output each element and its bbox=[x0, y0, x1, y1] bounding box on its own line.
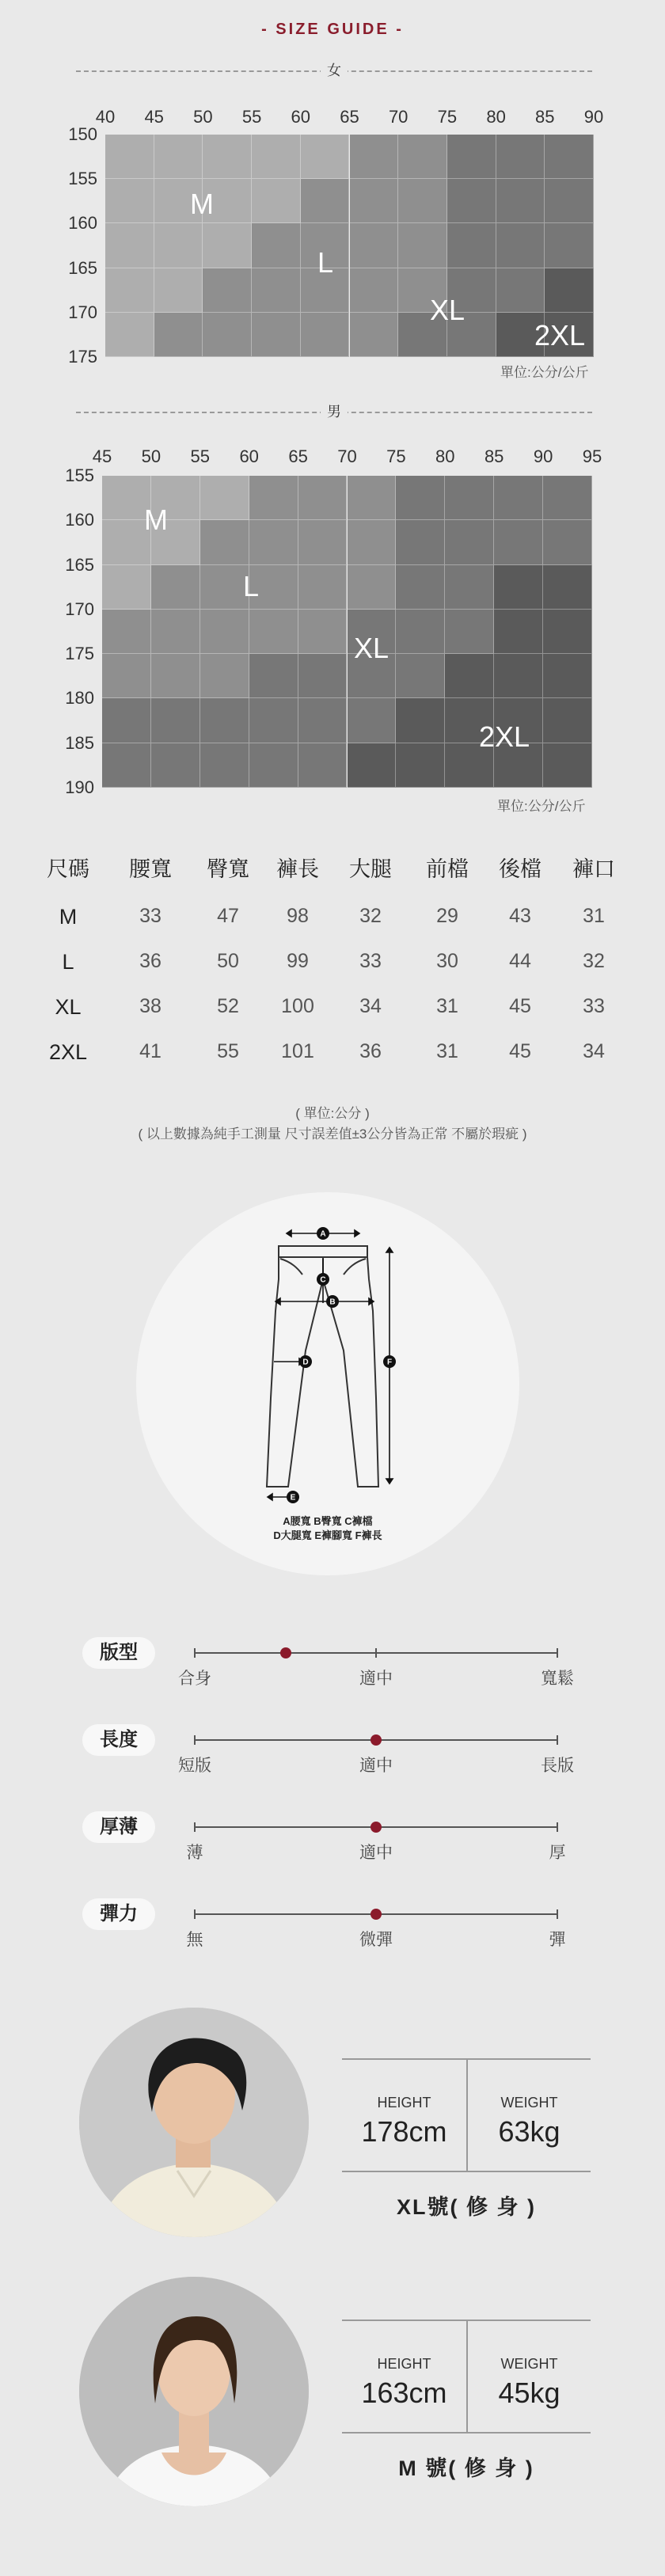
chart-cell bbox=[396, 476, 445, 520]
y-tick-label: 155 bbox=[68, 169, 97, 189]
chart-cell bbox=[252, 135, 301, 179]
attribute-level-dot bbox=[370, 1909, 382, 1920]
size-name-cell: M bbox=[59, 905, 78, 929]
attribute-tick bbox=[375, 1648, 377, 1658]
chart-cell bbox=[200, 698, 249, 743]
y-tick-label: 165 bbox=[65, 554, 94, 575]
weight-caption: WEIGHT bbox=[500, 2095, 558, 2111]
chart-cell bbox=[105, 179, 154, 223]
size-zone-label: 2XL bbox=[534, 319, 586, 351]
chart-cell bbox=[496, 135, 545, 179]
page-title: - SIZE GUIDE - bbox=[261, 21, 404, 38]
chart-cell bbox=[543, 565, 592, 610]
chart-cell bbox=[543, 610, 592, 654]
x-tick-label: 60 bbox=[239, 446, 259, 466]
chart-cell bbox=[298, 654, 348, 698]
x-tick-label: 75 bbox=[386, 446, 406, 466]
y-tick-label: 170 bbox=[65, 598, 94, 619]
chart-cell bbox=[348, 698, 397, 743]
chart-cell bbox=[447, 179, 496, 223]
chart-cell bbox=[252, 268, 301, 313]
y-tick-label: 160 bbox=[65, 510, 94, 530]
chart-cell bbox=[496, 268, 545, 313]
size-zone-label: L bbox=[242, 570, 260, 602]
x-tick-label: 85 bbox=[484, 446, 504, 466]
attribute-scale-label: 短版 bbox=[178, 1757, 211, 1775]
women-size-chart bbox=[105, 135, 594, 357]
table-cell: 36 bbox=[139, 950, 162, 972]
weight-value: 45kg bbox=[498, 2377, 560, 2409]
chart-cell bbox=[543, 654, 592, 698]
marker-letter: D bbox=[302, 1358, 309, 1367]
measurement-marker bbox=[299, 1355, 312, 1368]
model-1-stats bbox=[342, 2058, 591, 2172]
chart-cell bbox=[298, 698, 348, 743]
attribute-scale-label: 無 bbox=[186, 1931, 203, 1949]
y-tick-label: 190 bbox=[65, 777, 94, 797]
table-cell: 33 bbox=[359, 950, 382, 972]
x-tick-label: 55 bbox=[190, 446, 211, 466]
table-header-cell: 腰寬 bbox=[129, 857, 172, 881]
chart-cell bbox=[298, 565, 348, 610]
chart-cell bbox=[102, 610, 151, 654]
table-header-cell: 尺碼 bbox=[47, 857, 89, 881]
table-cell: 34 bbox=[583, 1040, 605, 1062]
chart-cell bbox=[105, 223, 154, 268]
pants-outline-icon bbox=[136, 1192, 519, 1575]
chart-cell bbox=[249, 743, 298, 788]
table-cell: 34 bbox=[359, 995, 382, 1017]
x-tick-label: 50 bbox=[141, 446, 162, 466]
size-name-cell: XL bbox=[55, 995, 82, 1019]
attribute-level-dot bbox=[370, 1822, 382, 1833]
chart-cell bbox=[249, 698, 298, 743]
y-tick-label: 185 bbox=[65, 732, 94, 753]
chart-cell bbox=[298, 743, 348, 788]
chart-cell bbox=[543, 743, 592, 788]
table-cell: 44 bbox=[509, 950, 531, 972]
y-tick-label: 165 bbox=[68, 257, 97, 278]
attribute-tick bbox=[557, 1909, 558, 1919]
attribute-tick bbox=[557, 1648, 558, 1658]
chart-cell bbox=[447, 223, 496, 268]
chart-cell bbox=[545, 223, 594, 268]
measurement-marker bbox=[287, 1491, 299, 1503]
men-size-chart bbox=[102, 476, 592, 788]
chart-cell bbox=[396, 743, 445, 788]
table-cell: 50 bbox=[217, 950, 239, 972]
chart-cell bbox=[396, 698, 445, 743]
men-label: 男 bbox=[321, 403, 348, 420]
size-name-cell: L bbox=[62, 950, 74, 974]
model-2-stats bbox=[342, 2320, 591, 2434]
marker-letter: A bbox=[320, 1229, 326, 1239]
table-cell: 100 bbox=[281, 995, 314, 1017]
table-cell: 31 bbox=[436, 1040, 458, 1062]
table-disclaimer: ( 以上數據為純手工測量 尺寸誤差值±3公分皆為正常 不屬於瑕疵 ) bbox=[138, 1127, 527, 1142]
size-zone-label: 2XL bbox=[478, 720, 530, 753]
chart-cell bbox=[154, 135, 203, 179]
marker-letter: C bbox=[320, 1275, 326, 1285]
chart-cell bbox=[445, 565, 494, 610]
marker-letter: F bbox=[386, 1358, 393, 1367]
model-2-size: M 號( 修 身 ) bbox=[398, 2456, 534, 2480]
table-cell: 99 bbox=[287, 950, 309, 972]
chart-cell bbox=[105, 135, 154, 179]
measurement-marker bbox=[383, 1355, 396, 1368]
women-divider bbox=[76, 62, 592, 79]
attribute-name-pill: 長度 bbox=[82, 1724, 155, 1756]
measurement-marker bbox=[317, 1273, 329, 1286]
chart-cell bbox=[348, 743, 397, 788]
attribute-scale-label: 厚 bbox=[549, 1844, 566, 1862]
weight-value: 63kg bbox=[498, 2115, 560, 2148]
y-tick-label: 150 bbox=[68, 124, 97, 144]
chart-cell bbox=[494, 565, 543, 610]
table-cell: 45 bbox=[509, 995, 531, 1017]
chart-cell bbox=[445, 654, 494, 698]
chart-cell bbox=[398, 135, 447, 179]
y-tick-label: 155 bbox=[65, 465, 94, 485]
chart-cell bbox=[151, 565, 200, 610]
measurement-marker bbox=[317, 1227, 329, 1240]
attribute-tick bbox=[557, 1735, 558, 1745]
attribute-level-dot bbox=[370, 1734, 382, 1746]
table-cell: 30 bbox=[436, 950, 458, 972]
attribute-scale-label: 適中 bbox=[359, 1670, 393, 1688]
attribute-scale-label: 適中 bbox=[359, 1757, 393, 1775]
table-cell: 45 bbox=[509, 1040, 531, 1062]
chart-cell bbox=[249, 476, 298, 520]
attribute-scale-label: 合身 bbox=[178, 1670, 211, 1688]
chart-cell bbox=[200, 654, 249, 698]
attribute-level-dot bbox=[280, 1647, 291, 1658]
x-tick-label: 80 bbox=[486, 107, 506, 127]
x-tick-label: 60 bbox=[291, 107, 311, 127]
diagram-legend-2: D大腿寬 E褲腳寬 F褲長 bbox=[273, 1529, 382, 1541]
attribute-name-pill: 彈力 bbox=[82, 1898, 155, 1930]
chart-cell bbox=[543, 476, 592, 520]
attribute-scale-label: 彈 bbox=[549, 1931, 566, 1949]
marker-letter: B bbox=[329, 1297, 336, 1307]
height-value: 163cm bbox=[361, 2377, 447, 2409]
chart-cell bbox=[398, 223, 447, 268]
chart-cell bbox=[350, 313, 399, 357]
table-unit-note: ( 單位:公分 ) bbox=[295, 1106, 370, 1121]
size-zone-label: XL bbox=[353, 632, 390, 664]
chart-cell bbox=[396, 610, 445, 654]
attribute-name-pill: 版型 bbox=[82, 1637, 155, 1669]
chart-cell bbox=[298, 520, 348, 564]
chart-cell bbox=[350, 135, 399, 179]
chart-cell bbox=[350, 268, 399, 313]
model-photo-female bbox=[79, 2277, 309, 2506]
attribute-scale-label: 微彈 bbox=[359, 1931, 393, 1949]
chart-cell bbox=[203, 268, 252, 313]
y-tick-label: 170 bbox=[68, 302, 97, 322]
table-header-cell: 褲長 bbox=[276, 857, 319, 881]
chart-cell bbox=[301, 135, 350, 179]
x-tick-label: 50 bbox=[193, 107, 213, 127]
chart-cell bbox=[102, 743, 151, 788]
table-header-cell: 臀寬 bbox=[207, 857, 249, 881]
attribute-scale-label: 寬鬆 bbox=[541, 1670, 574, 1688]
chart-cell bbox=[151, 698, 200, 743]
table-cell: 29 bbox=[436, 905, 458, 927]
table-header-cell: 褲口 bbox=[572, 857, 615, 881]
attribute-tick bbox=[557, 1822, 558, 1832]
women-unit: 單位:公分/公斤 bbox=[500, 365, 589, 380]
chart-cell bbox=[494, 520, 543, 564]
male-model-image bbox=[79, 2008, 309, 2237]
weight-caption: WEIGHT bbox=[500, 2356, 558, 2372]
chart-cell bbox=[252, 313, 301, 357]
model-photo-male bbox=[79, 2008, 309, 2237]
table-header-cell: 大腿 bbox=[349, 857, 392, 881]
table-cell: 101 bbox=[281, 1040, 314, 1062]
table-cell: 33 bbox=[139, 905, 162, 927]
chart-cell bbox=[102, 654, 151, 698]
x-tick-label: 65 bbox=[340, 107, 359, 127]
height-caption: HEIGHT bbox=[377, 2095, 431, 2111]
table-cell: 41 bbox=[139, 1040, 162, 1062]
chart-cell bbox=[102, 698, 151, 743]
x-tick-label: 45 bbox=[92, 446, 112, 466]
table-cell: 52 bbox=[217, 995, 239, 1017]
chart-cell bbox=[154, 223, 203, 268]
chart-cell bbox=[151, 610, 200, 654]
attribute-scale-label: 長版 bbox=[541, 1757, 574, 1775]
table-cell: 31 bbox=[436, 995, 458, 1017]
y-tick-label: 160 bbox=[68, 213, 97, 234]
chart-cell bbox=[151, 654, 200, 698]
diagram-legend-1: A腰寬 B臀寬 C褲檔 bbox=[283, 1515, 373, 1527]
table-cell: 32 bbox=[359, 905, 382, 927]
chart-cell bbox=[102, 565, 151, 610]
chart-cell bbox=[543, 698, 592, 743]
model-1-size: XL號( 修 身 ) bbox=[397, 2195, 536, 2219]
chart-cell bbox=[203, 135, 252, 179]
chart-cell bbox=[298, 610, 348, 654]
table-cell: 33 bbox=[583, 995, 605, 1017]
chart-cell bbox=[543, 520, 592, 564]
attribute-scale-label: 適中 bbox=[359, 1844, 393, 1862]
chart-cell bbox=[350, 223, 399, 268]
chart-cell bbox=[252, 223, 301, 268]
y-tick-label: 175 bbox=[68, 347, 97, 367]
x-tick-label: 90 bbox=[583, 107, 604, 127]
attribute-tick bbox=[194, 1735, 196, 1745]
chart-cell bbox=[348, 565, 397, 610]
table-cell: 31 bbox=[583, 905, 605, 927]
size-zone-label: XL bbox=[429, 294, 466, 326]
measurement-marker bbox=[326, 1295, 339, 1308]
chart-cell bbox=[350, 179, 399, 223]
size-zone-label: L bbox=[317, 246, 334, 279]
chart-cell bbox=[496, 179, 545, 223]
table-cell: 47 bbox=[217, 905, 239, 927]
chart-cell bbox=[545, 135, 594, 179]
y-tick-label: 180 bbox=[65, 688, 94, 709]
x-tick-label: 65 bbox=[288, 446, 308, 466]
x-tick-label: 80 bbox=[435, 446, 455, 466]
attribute-scale-label: 薄 bbox=[186, 1844, 203, 1862]
chart-cell bbox=[249, 654, 298, 698]
chart-cell bbox=[200, 610, 249, 654]
table-header-cell: 後檔 bbox=[499, 857, 542, 881]
size-zone-label: M bbox=[144, 503, 168, 536]
attribute-tick bbox=[194, 1909, 196, 1919]
chart-cell bbox=[154, 313, 203, 357]
x-tick-label: 90 bbox=[533, 446, 553, 466]
table-header-cell: 前檔 bbox=[426, 857, 469, 881]
measurement-diagram bbox=[136, 1192, 519, 1575]
chart-cell bbox=[494, 654, 543, 698]
chart-cell bbox=[154, 268, 203, 313]
chart-cell bbox=[447, 135, 496, 179]
men-divider bbox=[76, 403, 592, 420]
chart-cell bbox=[396, 654, 445, 698]
chart-cell bbox=[203, 313, 252, 357]
x-tick-label: 85 bbox=[535, 107, 555, 127]
chart-cell bbox=[252, 179, 301, 223]
table-cell: 43 bbox=[509, 905, 531, 927]
chart-cell bbox=[396, 520, 445, 564]
table-cell: 36 bbox=[359, 1040, 382, 1062]
women-label: 女 bbox=[321, 62, 348, 79]
marker-letter: E bbox=[290, 1493, 296, 1503]
chart-cell bbox=[200, 520, 249, 564]
chart-cell bbox=[445, 476, 494, 520]
chart-cell bbox=[151, 743, 200, 788]
table-cell: 38 bbox=[139, 995, 162, 1017]
chart-cell bbox=[200, 743, 249, 788]
men-unit: 單位:公分/公斤 bbox=[497, 799, 586, 814]
chart-cell bbox=[298, 476, 348, 520]
chart-cell bbox=[348, 476, 397, 520]
chart-cell bbox=[203, 223, 252, 268]
table-cell: 32 bbox=[583, 950, 605, 972]
height-caption: HEIGHT bbox=[377, 2356, 431, 2372]
x-tick-label: 70 bbox=[388, 107, 408, 127]
chart-cell bbox=[494, 476, 543, 520]
chart-cell bbox=[494, 610, 543, 654]
table-cell: 98 bbox=[287, 905, 309, 927]
female-model-image bbox=[79, 2277, 309, 2506]
x-tick-label: 70 bbox=[337, 446, 357, 466]
height-value: 178cm bbox=[361, 2115, 447, 2148]
chart-cell bbox=[398, 179, 447, 223]
x-tick-label: 45 bbox=[144, 107, 164, 127]
chart-cell bbox=[545, 268, 594, 313]
chart-cell bbox=[249, 610, 298, 654]
chart-cell bbox=[545, 179, 594, 223]
size-name-cell: 2XL bbox=[48, 1040, 88, 1064]
x-tick-label: 40 bbox=[95, 107, 116, 127]
chart-cell bbox=[396, 565, 445, 610]
chart-cell bbox=[249, 520, 298, 564]
attribute-name-pill: 厚薄 bbox=[82, 1811, 155, 1843]
chart-cell bbox=[301, 179, 350, 223]
table-cell: 55 bbox=[217, 1040, 239, 1062]
chart-cell bbox=[445, 610, 494, 654]
chart-cell bbox=[105, 313, 154, 357]
x-tick-label: 95 bbox=[582, 446, 602, 466]
chart-cell bbox=[200, 565, 249, 610]
chart-cell bbox=[105, 268, 154, 313]
chart-cell bbox=[348, 520, 397, 564]
attribute-tick bbox=[194, 1822, 196, 1832]
x-tick-label: 55 bbox=[241, 107, 262, 127]
chart-cell bbox=[301, 313, 350, 357]
size-zone-label: M bbox=[190, 188, 214, 220]
x-tick-label: 75 bbox=[437, 107, 458, 127]
attribute-tick bbox=[194, 1648, 196, 1658]
chart-cell bbox=[200, 476, 249, 520]
y-tick-label: 175 bbox=[65, 644, 94, 664]
chart-cell bbox=[445, 520, 494, 564]
chart-cell bbox=[496, 223, 545, 268]
